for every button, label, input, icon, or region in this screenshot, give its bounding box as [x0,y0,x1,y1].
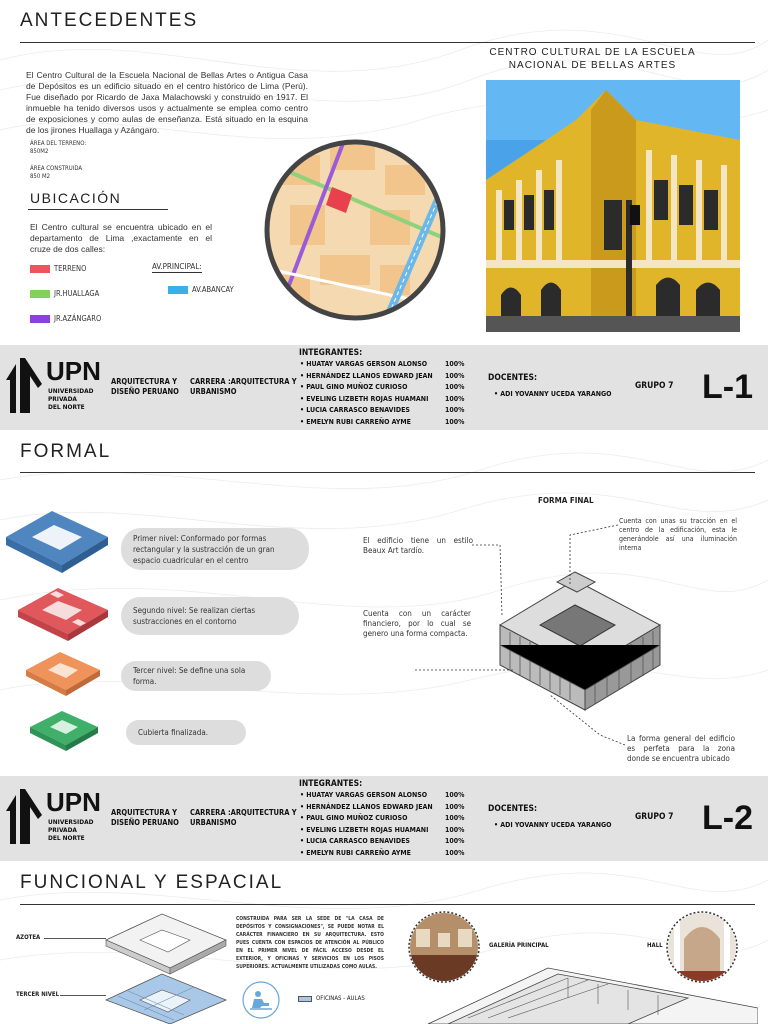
legend-swatch-abancay [168,286,188,294]
member-name: • LUCIA CARRASCO BENAVIDES [300,406,410,414]
university-line-2: PRIVADA [48,395,77,403]
member-percentage: 100% [445,371,465,380]
university-line-1: UNIVERSIDAD [48,387,94,395]
note-financiero: Cuenta con un carácter financiero, por lo cual se genero una forma compacta. [363,609,471,638]
member-name-text: EVELING LIZBETH ROJAS HUAMANI [306,825,429,834]
legend-label-huallaga: JR.HUALLAGA [54,289,100,298]
member-name: • HUATAY VARGAS GERSON ALONSO [300,360,428,368]
level-1-block-icon [4,507,110,575]
area-construida-label: ÁREA CONSTRUIDA [30,165,83,172]
career-line-2: URBANISMO [190,387,237,396]
university-name [48,387,93,411]
university-line-1: UNIVERSIDAD [48,818,94,826]
area-construida-value: 850 M2 [30,173,51,180]
career-name [190,377,297,397]
course-name [111,377,179,397]
legend-swatch-terreno [30,265,50,273]
member-percentage: 100% [445,837,465,845]
member-percentage: 100% [445,383,465,391]
member-percentage: 100% [445,417,465,426]
grupo-label: GRUPO 7 [635,381,674,391]
annotation-leader-lines [400,515,630,765]
member-name-text: HUATAY VARGAS GERSON ALONSO [306,791,428,799]
funcional-paragraph: CONSTRUIDA PARA SER LA SEDE DE "LA CASA DE DEPÓSITOS Y CONSIGNACIONES", SE PUEDE NOTAR EL CARÁCTER FINANCIERO EN SU ARQUITECTURA. ESTO PUES CUENTA CON ESPACIOS DE ATENCIÓN AL PÚBLICO EN EL PRIMER NIVEL DE FÁCIL ACCESO DESDE EL EXTERIOR, Y OFICINAS Y SERVICIOS EN LOS PISOS SUPERIORES. ACTUALMENTE UTILIZADAS COMO AULAS. [236,916,384,970]
member-percentage: 100% [445,360,465,368]
docentes-label: DOCENTES: [488,804,538,814]
area-terreno-value: 850M2 [30,148,49,155]
legend-swatch-azangaro [30,315,50,323]
member-name: • PAUL GINO MUÑOZ CURIOSO [300,383,408,391]
course-line-2: DISEÑO PERUANO [111,387,179,396]
member-percentage: 100% [445,848,465,857]
section-title-antecedentes: ANTECEDENTES [20,10,199,31]
level-2-description: Segundo nivel: Se realizan ciertas sustracciones en el contorno [121,597,299,635]
member-name: • EMELYN RUBI CARREÑO AYME [300,417,411,426]
course-line-1: ARQUITECTURA Y [111,808,178,817]
antecedentes-paragraph: El Centro Cultural de la Escuela Nacional de Bellas Artes o Antigua Casa de Depósitos es un edificio situado en el centro histórico de Lima (Perú). Fue diseñado por Ricardo de Jaxa Malachowski y construido en 1917. El inmueble ha tenido diversos usos y actualmente se emplea como centro de exposiciones y como aulas de enseñanza. Está situado en la esquina de los jirones Huallaga y Azángaro. [26,70,308,135]
member-name: • EVELING LIZBETH ROJAS HUAMANI [300,825,429,834]
ubicacion-paragraph: El Centro cultural se encuentra ubicado en el departamento de Lima ,exactamente en el cruze de dos calles: [30,222,212,254]
upn-logo-text: UPN [46,787,101,817]
area-terreno [30,140,86,156]
cubierta-description: Cubierta finalizada. [126,720,246,745]
docentes-label: DOCENTES: [488,373,538,383]
member-name: • EMELYN RUBI CARREÑO AYME [300,848,411,857]
building-photo [486,80,740,332]
course-name [111,808,179,828]
member-name-text: EVELING LIZBETH ROJAS HUAMANI [306,394,429,403]
cubierta-block-icon [28,707,100,753]
azotea-leader [44,938,106,939]
integrantes-label: INTEGRANTES: [299,779,363,789]
exploded-axonometric-drawing [104,912,228,1024]
docente-name: • ADI YOVANNY UCEDA YARANGO [494,821,612,829]
member-name-text: HERNÁNDEZ LLANOS EDWARD JEAN [306,802,433,811]
career-line-2: URBANISMO [190,818,237,827]
oficinas-legend-label: OFICINAS - AULAS [316,995,365,1002]
university-name [48,818,93,842]
hall-label: HALL [647,942,663,949]
course-line-1: ARQUITECTURA Y [111,377,178,386]
upn-logo-icon [4,789,44,844]
level-1-description: Primer nivel: Conformado por formas rectangular y la sustracción de un gran espacio cuadricular en el centro [121,528,309,570]
section-title-formal: FORMAL [20,441,112,462]
area-terreno-label: ÁREA DEL TERRENO: [30,140,87,147]
member-percentage: 100% [445,814,465,822]
note-beaux-art: El edificio tiene un estilo Beaux Art tardío. [363,536,473,555]
career-name [190,808,297,828]
career-line-1: CARRERA :ARQUITECTURA Y [190,808,297,817]
university-line-3: DEL NORTE [48,834,85,842]
member-name: • HERNÁNDEZ LLANOS EDWARD JEAN [300,371,433,380]
member-percentage: 100% [445,802,465,811]
galeria-label: GALERÍA PRINCIPAL [489,942,549,949]
member-name: • LUCIA CARRASCO BENAVIDES [300,837,410,845]
member-name-text: HUATAY VARGAS GERSON ALONSO [306,360,428,368]
lamina-number-1: L-1 [702,368,753,406]
university-line-3: DEL NORTE [48,403,85,411]
level-3-block-icon [24,648,102,698]
office-icon [242,981,280,1019]
av-principal-label: AV.PRINCIPAL: [152,262,202,271]
member-percentage: 100% [445,825,465,834]
ubicacion-rule [28,209,168,210]
formal-rule [20,472,755,473]
legend-swatch-huallaga [30,290,50,298]
member-name-text: HERNÁNDEZ LLANOS EDWARD JEAN [306,371,433,380]
area-construida [30,165,82,181]
grupo-label: GRUPO 7 [635,812,674,822]
legend-label-azangaro: JR.AZÁNGARO [54,314,102,323]
member-name: • PAUL GINO MUÑOZ CURIOSO [300,814,408,822]
member-name-text: LUCIA CARRASCO BENAVIDES [306,837,410,845]
photo-caption-line-1: CENTRO CULTURAL DE LA ESCUELA [489,47,696,58]
photo-caption-line-2: NACIONAL DE BELLAS ARTES [508,60,677,71]
photo-caption [470,46,715,72]
level-2-block-icon [16,584,110,642]
member-name: • EVELING LIZBETH ROJAS HUAMANI [300,394,429,403]
course-line-2: DISEÑO PERUANO [111,818,179,827]
forma-final-label: FORMA FINAL [538,496,594,505]
location-map [260,135,450,325]
member-name-text: EMELYN RUBI CARREÑO AYME [306,417,411,426]
career-line-1: CARRERA :ARQUITECTURA Y [190,377,297,386]
tercer-nivel-leader [60,995,106,996]
oficinas-legend-swatch [298,996,312,1002]
azotea-label: AZOTEA [16,934,41,941]
section-title-funcional: FUNCIONAL Y ESPACIAL [20,872,284,893]
tercer-nivel-label: TERCER NIVEL [16,991,60,998]
note-forma-general: La forma general del edificio es perfeta para la zona donde se encuentra ubicado [627,734,735,763]
integrantes-label: INTEGRANTES: [299,348,363,358]
level-3-description: Tercer nivel: Se define una sola forma. [121,661,271,691]
legend-label-terreno: TERRENO [54,264,87,273]
isometric-section-drawing [428,948,758,1024]
legend-label-abancay: AV.ABANCAY [192,285,234,294]
docente-text: ADI YOVANNY UCEDA YARANGO [500,390,612,398]
lamina-number-2: L-2 [702,799,753,837]
member-name: • HERNÁNDEZ LLANOS EDWARD JEAN [300,802,433,811]
upn-logo-icon [4,358,44,413]
funcional-rule [20,904,755,905]
member-name: • HUATAY VARGAS GERSON ALONSO [300,791,428,799]
docente-text: ADI YOVANNY UCEDA YARANGO [500,821,612,829]
note-traccion: Cuenta con unas su tracción en el centro de la edificación, esta le generándole así una iluminación interna [619,517,737,552]
university-line-2: PRIVADA [48,826,77,834]
docente-name: • ADI YOVANNY UCEDA YARANGO [494,390,612,398]
member-name-text: PAUL GINO MUÑOZ CURIOSO [306,814,408,822]
member-name-text: EMELYN RUBI CARREÑO AYME [306,848,411,857]
title-rule [20,42,755,43]
section-title-ubicacion: UBICACIÓN [30,190,122,206]
upn-logo-text: UPN [46,356,101,386]
member-name-text: LUCIA CARRASCO BENAVIDES [306,406,410,414]
member-percentage: 100% [445,394,465,403]
member-name-text: PAUL GINO MUÑOZ CURIOSO [306,383,408,391]
member-percentage: 100% [445,406,465,414]
member-percentage: 100% [445,791,465,799]
